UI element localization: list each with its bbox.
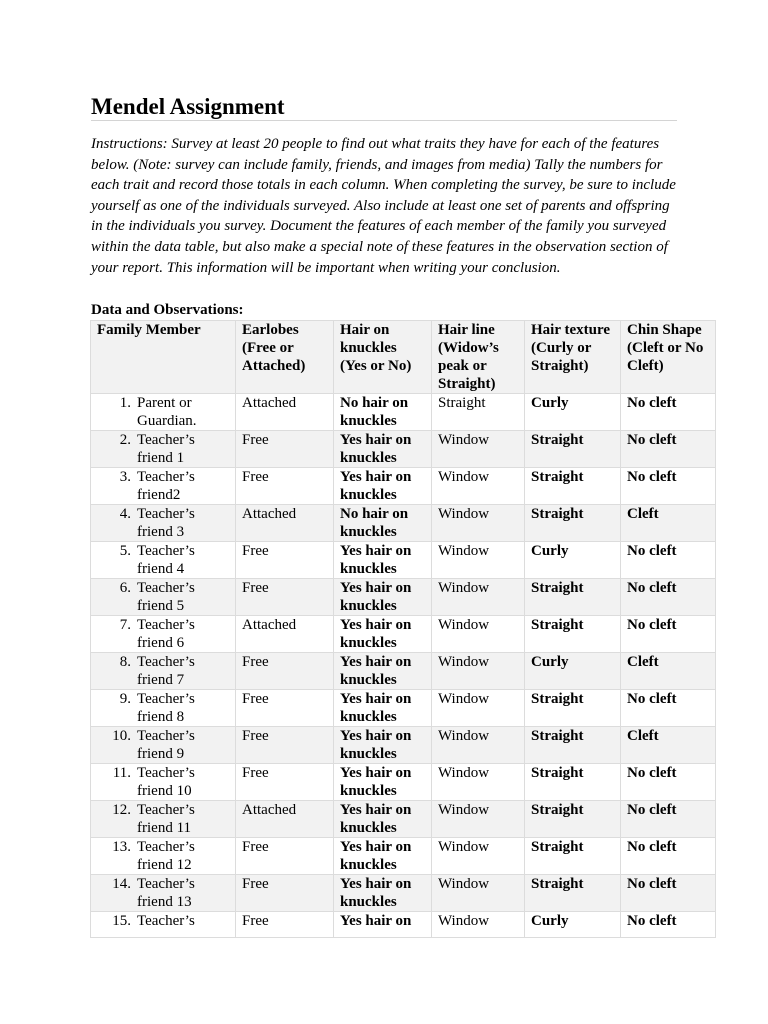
cell-family-member [91, 875, 236, 912]
cell-hair-line: Window [432, 912, 525, 938]
table-row [91, 875, 716, 912]
header-hair-texture: Hair texture (Curly or Straight) [525, 321, 621, 394]
cell-hair-on-knuckles: No hair on knuckles [334, 394, 432, 431]
table-row [91, 468, 716, 505]
cell-family-member [91, 727, 236, 764]
cell-earlobes: Free [236, 764, 334, 801]
table-body [91, 394, 716, 938]
cell-hair-on-knuckles: Yes hair on knuckles [334, 431, 432, 468]
cell-hair-on-knuckles: Yes hair on knuckles [334, 653, 432, 690]
cell-hair-line: Window [432, 616, 525, 653]
cell-chin-shape: No cleft [621, 801, 716, 838]
member-name: Teacher’s friend 10 [137, 765, 195, 799]
cell-family-member [91, 468, 236, 505]
table-row [91, 653, 716, 690]
cell-family-member [91, 542, 236, 579]
cell-hair-line: Window [432, 801, 525, 838]
cell-hair-line: Window [432, 875, 525, 912]
row-number: 1. [119, 395, 131, 411]
header-hair-on-knuckles: Hair on knuckles (Yes or No) [334, 321, 432, 394]
cell-chin-shape: No cleft [621, 394, 716, 431]
member-name: Teacher’s friend 4 [137, 543, 195, 577]
member-name: Parent or Guardian. [137, 395, 197, 429]
cell-hair-texture: Straight [525, 727, 621, 764]
cell-earlobes: Free [236, 431, 334, 468]
cell-family-member [91, 394, 236, 431]
table-row [91, 912, 716, 938]
header-family-member: Family Member [91, 321, 236, 394]
table-row [91, 764, 716, 801]
table-row [91, 579, 716, 616]
cell-earlobes: Attached [236, 394, 334, 431]
cell-family-member [91, 801, 236, 838]
cell-chin-shape: No cleft [621, 838, 716, 875]
cell-hair-on-knuckles: Yes hair on knuckles [334, 616, 432, 653]
cell-hair-texture: Straight [525, 690, 621, 727]
document-title: Mendel Assignment [91, 92, 677, 121]
cell-hair-line: Window [432, 468, 525, 505]
row-number: 2. [119, 432, 131, 448]
member-name: Teacher’s friend 5 [137, 580, 195, 614]
cell-hair-line: Window [432, 838, 525, 875]
cell-hair-on-knuckles: Yes hair on knuckles [334, 727, 432, 764]
table-row [91, 727, 716, 764]
cell-earlobes: Free [236, 653, 334, 690]
cell-hair-texture: Straight [525, 875, 621, 912]
table-header-row [91, 321, 716, 394]
member-name: Teacher’s friend2 [137, 469, 195, 503]
instructions-paragraph: Instructions: Survey at least 20 people to find out what traits they have for each of the features below. (Note: survey can include family, friends, and images from media) Tally the numbers for each trait and record those totals in each column. When completing the survey, be sure to include yourself as one of the individuals surveyed. Also include at least one set of parents and offspring in the individuals you survey. Document the features of each member of the family you surveyed within the data table, but also make a special note of these features in the observation section of your report. This information will be important when writing your conclusion. [91, 136, 676, 276]
cell-hair-line: Window [432, 764, 525, 801]
cell-chin-shape: No cleft [621, 690, 716, 727]
cell-hair-on-knuckles: Yes hair on [334, 912, 432, 938]
cell-hair-line: Window [432, 727, 525, 764]
cell-family-member [91, 579, 236, 616]
header-chin-shape: Chin Shape (Cleft or No Cleft) [621, 321, 716, 394]
row-number: 5. [119, 543, 131, 559]
cell-earlobes: Free [236, 690, 334, 727]
cell-hair-line: Window [432, 542, 525, 579]
row-number: 6. [119, 580, 131, 596]
member-name: Teacher’s friend 9 [137, 728, 195, 762]
row-number: 7. [119, 617, 131, 633]
cell-earlobes: Free [236, 542, 334, 579]
cell-hair-texture: Straight [525, 468, 621, 505]
table-row [91, 838, 716, 875]
row-number: 15. [112, 913, 131, 929]
cell-hair-line: Straight [432, 394, 525, 431]
cell-hair-on-knuckles: Yes hair on knuckles [334, 838, 432, 875]
cell-hair-on-knuckles: Yes hair on knuckles [334, 875, 432, 912]
cell-family-member [91, 431, 236, 468]
cell-hair-on-knuckles: Yes hair on knuckles [334, 764, 432, 801]
member-name: Teacher’s friend 1 [137, 432, 195, 466]
table-row [91, 394, 716, 431]
cell-hair-texture: Straight [525, 579, 621, 616]
cell-hair-on-knuckles: No hair on knuckles [334, 505, 432, 542]
cell-family-member [91, 653, 236, 690]
cell-earlobes: Free [236, 579, 334, 616]
member-name: Teacher’s friend 8 [137, 691, 195, 725]
row-number: 14. [112, 876, 131, 892]
cell-earlobes: Free [236, 468, 334, 505]
cell-hair-on-knuckles: Yes hair on knuckles [334, 801, 432, 838]
cell-hair-line: Window [432, 505, 525, 542]
cell-earlobes: Attached [236, 616, 334, 653]
traits-table [90, 320, 716, 938]
table-row [91, 542, 716, 579]
header-earlobes: Earlobes (Free or Attached) [236, 321, 334, 394]
cell-hair-texture: Straight [525, 764, 621, 801]
cell-chin-shape: Cleft [621, 727, 716, 764]
cell-hair-texture: Curly [525, 542, 621, 579]
cell-hair-on-knuckles: Yes hair on knuckles [334, 690, 432, 727]
member-name: Teacher’s [137, 913, 195, 929]
member-name: Teacher’s friend 7 [137, 654, 195, 688]
row-number: 9. [119, 691, 131, 707]
cell-chin-shape: No cleft [621, 431, 716, 468]
cell-hair-on-knuckles: Yes hair on knuckles [334, 468, 432, 505]
row-number: 8. [119, 654, 131, 670]
cell-family-member [91, 838, 236, 875]
cell-hair-line: Window [432, 431, 525, 468]
cell-chin-shape: No cleft [621, 542, 716, 579]
table-row [91, 505, 716, 542]
cell-hair-texture: Straight [525, 616, 621, 653]
cell-earlobes: Free [236, 875, 334, 912]
cell-chin-shape: Cleft [621, 505, 716, 542]
cell-hair-texture: Straight [525, 505, 621, 542]
member-name: Teacher’s friend 13 [137, 876, 195, 910]
row-number: 4. [119, 506, 131, 522]
document-page [91, 92, 677, 319]
member-name: Teacher’s friend 12 [137, 839, 195, 873]
row-number: 11. [112, 765, 131, 781]
cell-chin-shape: No cleft [621, 912, 716, 938]
cell-hair-texture: Curly [525, 912, 621, 938]
cell-earlobes: Free [236, 912, 334, 938]
table-row [91, 690, 716, 727]
cell-family-member [91, 616, 236, 653]
cell-hair-texture: Curly [525, 394, 621, 431]
cell-family-member [91, 690, 236, 727]
cell-hair-texture: Curly [525, 653, 621, 690]
cell-chin-shape: No cleft [621, 764, 716, 801]
table-row [91, 801, 716, 838]
cell-family-member [91, 505, 236, 542]
cell-chin-shape: No cleft [621, 616, 716, 653]
member-name: Teacher’s friend 11 [137, 802, 195, 836]
cell-earlobes: Free [236, 838, 334, 875]
cell-chin-shape: No cleft [621, 875, 716, 912]
cell-hair-texture: Straight [525, 838, 621, 875]
cell-chin-shape: No cleft [621, 468, 716, 505]
data-observations-heading: Data and Observations: [91, 302, 244, 319]
table-row [91, 431, 716, 468]
cell-hair-texture: Straight [525, 431, 621, 468]
member-name: Teacher’s friend 6 [137, 617, 195, 651]
cell-family-member [91, 764, 236, 801]
cell-hair-line: Window [432, 579, 525, 616]
cell-hair-on-knuckles: Yes hair on knuckles [334, 579, 432, 616]
cell-hair-on-knuckles: Yes hair on knuckles [334, 542, 432, 579]
cell-hair-line: Window [432, 690, 525, 727]
cell-chin-shape: Cleft [621, 653, 716, 690]
row-number: 3. [119, 469, 131, 485]
row-number: 10. [112, 728, 131, 744]
row-number: 12. [112, 802, 131, 818]
cell-earlobes: Attached [236, 505, 334, 542]
cell-hair-texture: Straight [525, 801, 621, 838]
cell-chin-shape: No cleft [621, 579, 716, 616]
member-name: Teacher’s friend 3 [137, 506, 195, 540]
cell-family-member [91, 912, 236, 938]
row-number: 13. [112, 839, 131, 855]
table-row [91, 616, 716, 653]
cell-hair-line: Window [432, 653, 525, 690]
header-hair-line: Hair line (Widow’s peak or Straight) [432, 321, 525, 394]
cell-earlobes: Attached [236, 801, 334, 838]
cell-earlobes: Free [236, 727, 334, 764]
